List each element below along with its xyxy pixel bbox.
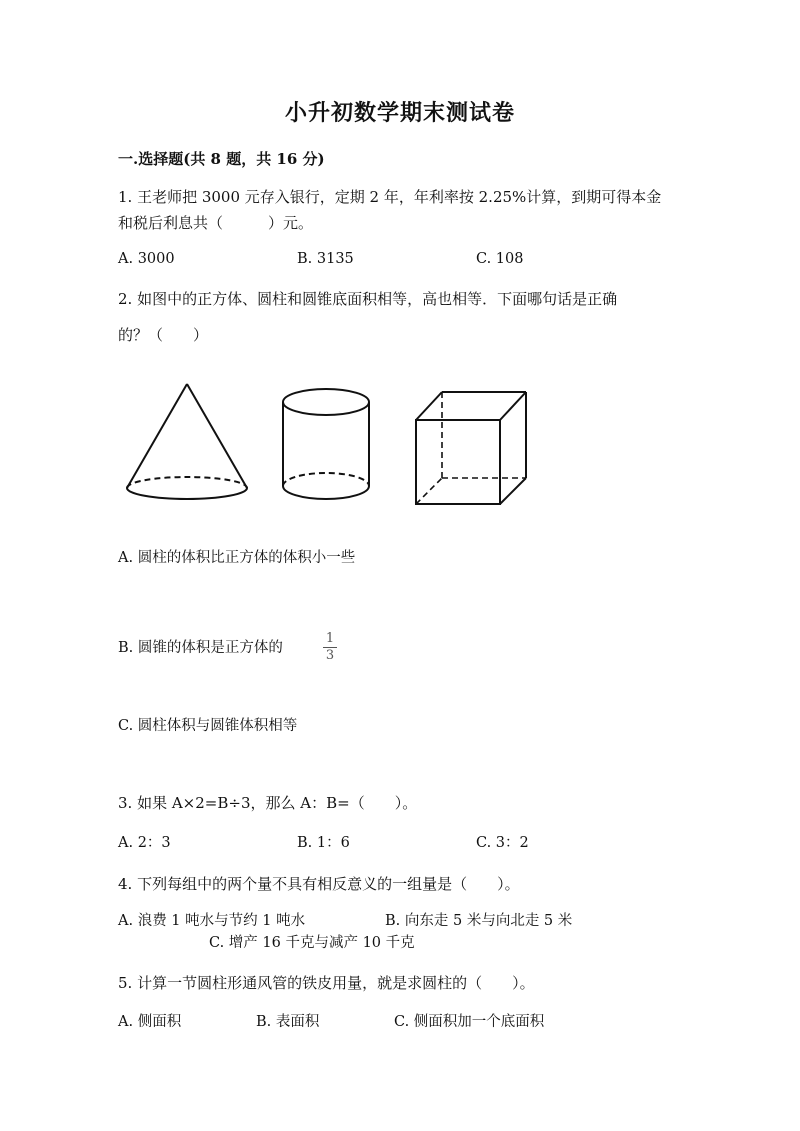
question-4-text: 4. 下列每组中的两个量不具有相反意义的一组量是（ ）。 (118, 875, 520, 893)
fraction-one-third (323, 632, 337, 663)
question-1-option-b: B. 3135 (297, 251, 354, 267)
section-heading: 一.选择题(共 8 题，共 16 分) (118, 150, 325, 168)
question-5-option-a: A. 侧面积 (118, 1014, 182, 1030)
question-2-line-2: 的？（ ） (118, 326, 209, 344)
question-1-option-a: A. 3000 (118, 251, 175, 267)
question-1-line-1: 1. 王老师把 3000 元存入银行，定期 2 年，年利率按 2.25%计算，到期可得本金 (118, 188, 662, 206)
page-title: 小升初数学期末测试卷 (284, 100, 515, 126)
question-5-text: 5. 计算一节圆柱形通风管的铁皮用量，就是求圆柱的（ ）。 (118, 974, 535, 992)
question-3-option-c: C. 3：2 (476, 835, 529, 851)
question-4-option-a: A. 浪费 1 吨水与节约 1 吨水 (118, 913, 306, 929)
question-3-option-b: B. 1：6 (297, 835, 350, 851)
question-4-option-c: C. 增产 16 千克与减产 10 千克 (209, 935, 415, 951)
question-5-option-c: C. 侧面积加一个底面积 (394, 1014, 545, 1030)
cube-figure (412, 388, 532, 508)
question-1-option-c: C. 108 (476, 251, 524, 267)
cylinder-figure (278, 384, 374, 508)
question-4-option-b: B. 向东走 5 米与向北走 5 米 (385, 913, 573, 929)
question-2-option-a: A. 圆柱的体积比正方体的体积小一些 (118, 550, 356, 566)
fraction-denominator: 3 (325, 648, 335, 663)
question-2-option-b: B. 圆锥的体积是正方体的 (118, 640, 283, 656)
cone-figure (120, 380, 254, 506)
fraction-numerator: 1 (325, 631, 335, 646)
question-3-text: 3. 如果 A×2=B÷3，那么 A：B=（ ）。 (118, 794, 418, 812)
question-1-line-2: 和税后利息共（ ）元。 (118, 214, 314, 232)
question-3-option-a: A. 2：3 (118, 835, 171, 851)
question-5-option-b: B. 表面积 (256, 1014, 320, 1030)
question-2-option-c: C. 圆柱体积与圆锥体积相等 (118, 718, 298, 734)
question-2-line-1: 2. 如图中的正方体、圆柱和圆锥底面积相等，高也相等．下面哪句话是正确 (118, 290, 618, 308)
